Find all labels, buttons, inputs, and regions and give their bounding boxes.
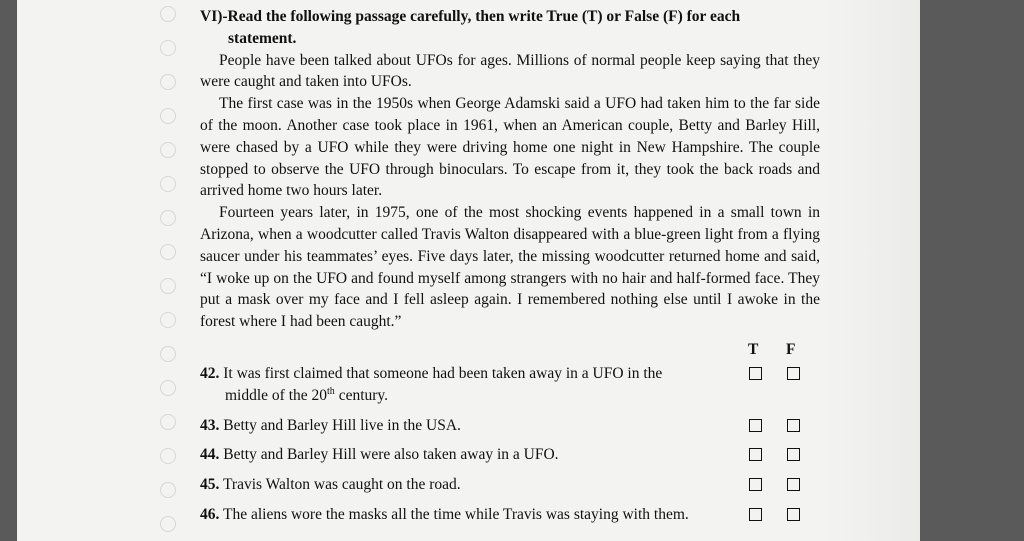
true-checkbox[interactable] [749, 367, 762, 380]
viewer-right-margin [920, 0, 1024, 541]
question-text: The aliens wore the masks all the time while Travis was staying with them. [222, 505, 689, 523]
question-text: It was first claimed that someone had been taken away in a UFO in the [223, 364, 663, 382]
binder-hole [160, 142, 176, 158]
binder-hole [160, 312, 176, 328]
binder-hole [160, 414, 176, 430]
true-checkbox[interactable] [749, 478, 762, 491]
passage-paragraph-2: The first case was in the 1950s when George Adamski said a UFO had taken him to the far side of the moon. Another case took place in 1961, when an American couple, Betty and Barley Hill, were chased by a UFO while they were driving home one night in New Hampshire. The couple stopped to observe the UFO through binoculars. To escape from it, they took the back roads and arrived home two hours later. [200, 95, 820, 200]
false-column-label: F [786, 340, 796, 358]
question-44 [200, 444, 820, 466]
binder-hole [160, 346, 176, 362]
question-text-part: century. [334, 386, 389, 404]
question-text: Betty and Barley Hill live in the USA. [223, 416, 461, 434]
true-false-header [200, 339, 820, 363]
true-checkbox[interactable] [749, 508, 762, 521]
true-column-label: T [748, 340, 759, 358]
exercise-heading [200, 6, 820, 50]
false-checkbox[interactable] [787, 478, 800, 491]
binder-hole [160, 6, 176, 22]
question-number: 42. [200, 364, 220, 382]
false-checkbox[interactable] [787, 419, 800, 432]
question-number: 45. [200, 476, 220, 494]
page-shadow [825, 0, 920, 541]
question-45 [200, 474, 820, 496]
false-checkbox[interactable] [787, 448, 800, 461]
binder-hole [160, 448, 176, 464]
exercise-content [200, 6, 820, 526]
binder-hole [160, 244, 176, 260]
document-page [17, 0, 920, 541]
passage-paragraph-1: People have been talked about UFOs for ages. Millions of normal people keep saying that they were caught and taken into UFOs. [200, 51, 820, 91]
binder-hole [160, 40, 176, 56]
question-text-part: middle of the 20 [225, 386, 328, 404]
question-text-continued [200, 385, 720, 407]
question-number: 43. [200, 416, 220, 434]
question-number: 44. [200, 446, 220, 464]
binder-hole [160, 482, 176, 498]
question-42 [200, 363, 820, 407]
binder-holes [160, 0, 180, 541]
heading-line-1: VI)-Read the following passage carefully, then write True (T) or False (F) for each [200, 8, 741, 25]
false-checkbox[interactable] [787, 367, 800, 380]
question-text: Travis Walton was caught on the road. [222, 476, 461, 494]
question-number: 46. [200, 505, 220, 523]
binder-hole [160, 380, 176, 396]
viewer-left-margin [0, 0, 17, 541]
binder-hole [160, 516, 176, 532]
binder-hole [160, 74, 176, 90]
binder-hole [160, 108, 176, 124]
superscript: th [327, 385, 335, 397]
true-checkbox[interactable] [749, 419, 762, 432]
binder-hole [160, 210, 176, 226]
false-checkbox[interactable] [787, 508, 800, 521]
binder-hole [160, 176, 176, 192]
passage-paragraph-3: Fourteen years later, in 1975, one of the most shocking events happened in a small town in Arizona, when a woodcutter called Travis Walton disappeared with a blue-green light from a flying saucer under his teammates’ eyes. Five days later, the missing woodcutter returned home and said, “I woke up on the UFO and found myself among strangers with no hair and half-formed face. They put a mask over my face and I fell asleep again. I remembered nothing else until I awoke in the forest where I had been caught.” [200, 204, 820, 331]
true-checkbox[interactable] [749, 448, 762, 461]
question-text: Betty and Barley Hill were also taken away in a UFO. [223, 446, 559, 464]
heading-line-2: statement. [228, 29, 297, 47]
question-46 [200, 504, 820, 526]
question-43 [200, 415, 820, 437]
binder-hole [160, 278, 176, 294]
